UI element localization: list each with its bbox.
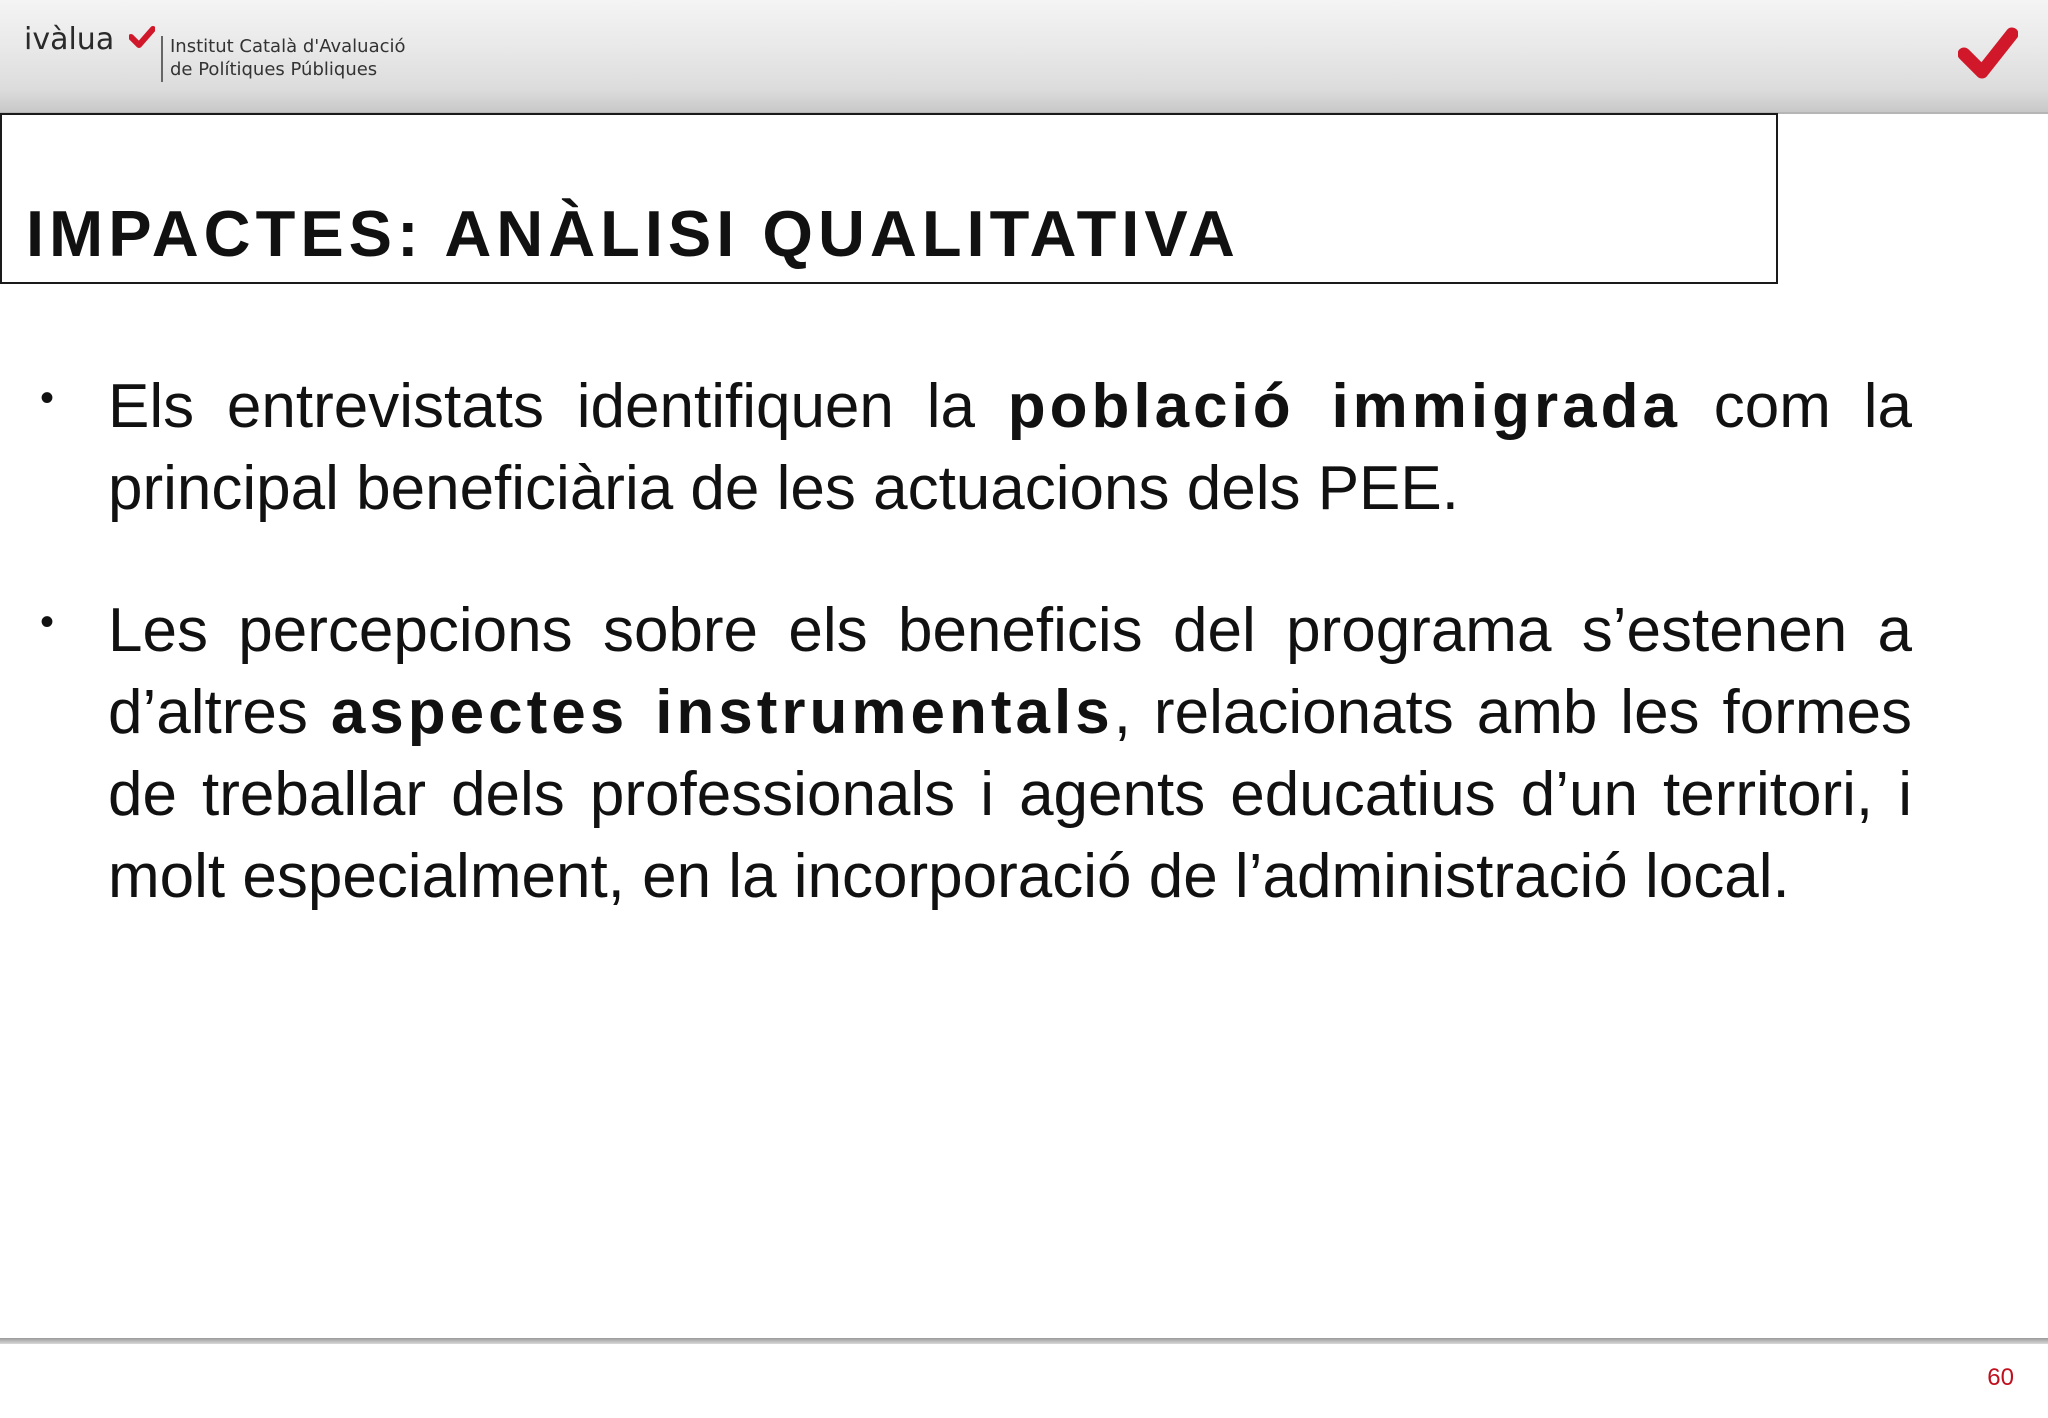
slide-title: IMPACTES: ANÀLISI QUALITATIVA bbox=[26, 197, 1240, 270]
logo-subtitle-line2: de Polítiques Públiques bbox=[170, 59, 378, 80]
bullet-point: Les percepcions sobre els beneficis del programa s’estenen a d’altres aspectes instrumentals, relacionats amb les formes de treballar dels professionals i agents educatius d’un territori, i molt especialment, en la incorporació de l’administració local. bbox=[108, 596, 1912, 911]
page-number: 60 bbox=[1987, 1364, 2014, 1391]
logo-check-icon bbox=[129, 26, 155, 48]
corner-check-icon bbox=[1958, 26, 2018, 82]
bullet-marker: • bbox=[40, 376, 55, 420]
bullet-marker: • bbox=[40, 600, 55, 644]
logo-wordmark: ivàlua bbox=[24, 22, 115, 57]
logo-separator bbox=[161, 36, 163, 82]
logo-subtitle-line1: Institut Català d'Avaluació bbox=[170, 36, 406, 57]
footer-divider bbox=[0, 1338, 2048, 1344]
slide-header bbox=[0, 0, 2048, 114]
bullet-point: Els entrevistats identifiquen la població immigrada com la principal beneficiària de les actuacions dels PEE. bbox=[108, 372, 1912, 523]
